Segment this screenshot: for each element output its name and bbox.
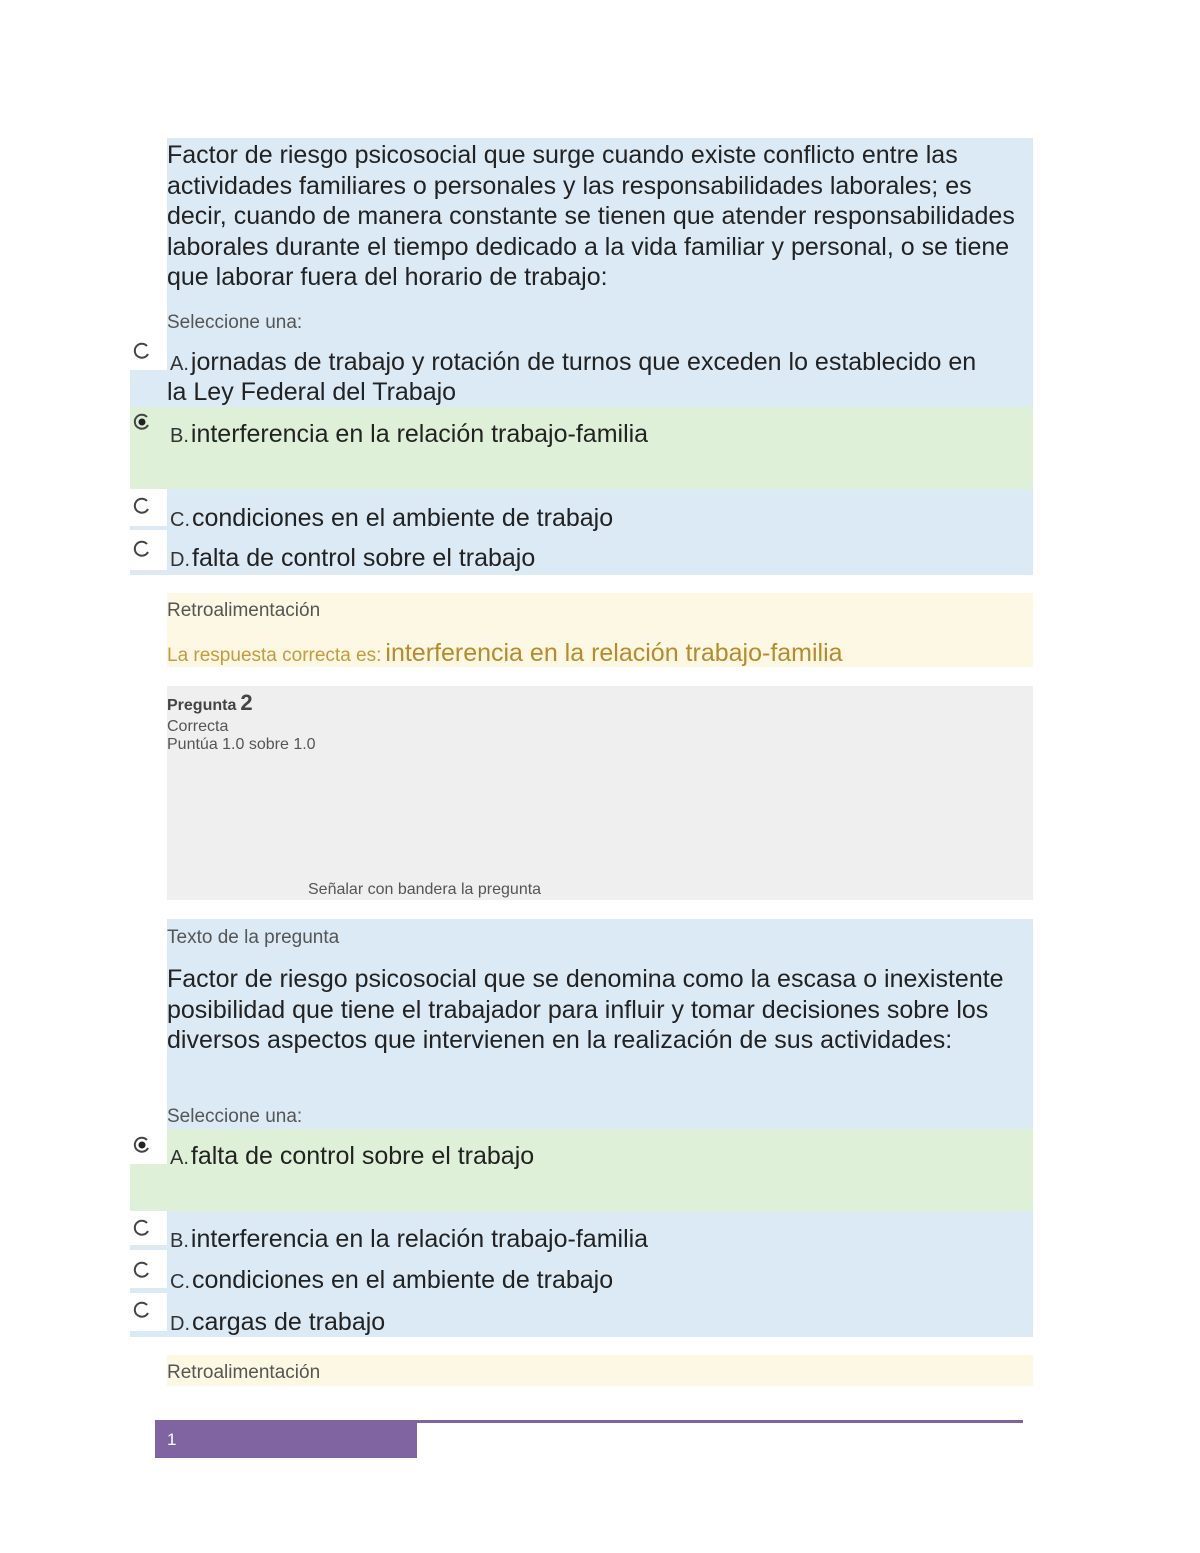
q1-option-a-letter: A. bbox=[170, 353, 189, 375]
q1-option-d-radio[interactable] bbox=[133, 540, 151, 558]
q2-grade: Puntúa 1.0 sobre 1.0 bbox=[167, 736, 316, 753]
q2-option-b[interactable] bbox=[170, 1224, 648, 1256]
q2-option-d-letter: D. bbox=[170, 1313, 190, 1335]
q2-option-b-radio[interactable] bbox=[133, 1219, 151, 1237]
q2-option-b-text: interferencia en la relación trabajo-familia bbox=[190, 1225, 649, 1253]
q2-option-b-letter: B. bbox=[170, 1230, 189, 1252]
q1-correct-answer-prefix: La respuesta correcta es: bbox=[167, 645, 382, 666]
q1-feedback-title: Retroalimentación bbox=[167, 600, 321, 621]
q1-option-a[interactable] bbox=[170, 347, 976, 379]
q2-heading: Texto de la pregunta bbox=[167, 927, 340, 948]
q2-option-a-radio-selected[interactable] bbox=[133, 1136, 151, 1154]
q2-number-value: 2 bbox=[240, 690, 253, 715]
q2-option-c-underline bbox=[130, 1288, 170, 1293]
q1-option-d-letter: D. bbox=[170, 549, 190, 571]
q1-option-a-text: jornadas de trabajo y rotación de turnos que exceden lo establecido en bbox=[190, 348, 977, 376]
q2-option-d-radio[interactable] bbox=[133, 1301, 151, 1319]
question2-text: Factor de riesgo psicosocial que se denomina como la escasa o inexistente posibilidad que tiene el trabajador para influir y tomar decisiones sobre los diversos aspectos que intervienen en la realización de sus actividades: bbox=[167, 965, 1004, 1054]
q1-option-c-radio[interactable] bbox=[133, 497, 151, 515]
question1-prompt: Seleccione una: bbox=[167, 312, 303, 333]
question2-prompt: Seleccione una: bbox=[167, 1106, 303, 1127]
q2-option-a-row-left bbox=[130, 1164, 167, 1211]
q2-option-d-underline bbox=[130, 1331, 170, 1337]
q2-flag-link[interactable]: Señalar con bandera la pregunta bbox=[308, 881, 542, 898]
q2-option-c-text: condiciones en el ambiente de trabajo bbox=[192, 1266, 614, 1294]
q1-option-a-text-cont: la Ley Federal del Trabajo bbox=[167, 378, 457, 406]
q1-option-cd-underline-d bbox=[130, 570, 170, 575]
q2-option-b-underline bbox=[130, 1245, 170, 1250]
q2-option-a[interactable] bbox=[170, 1141, 534, 1173]
q2-option-d[interactable] bbox=[170, 1307, 385, 1339]
q1-option-b[interactable] bbox=[170, 419, 648, 451]
q2-info-block bbox=[167, 686, 1033, 900]
q1-option-d[interactable] bbox=[170, 543, 535, 575]
question1-text: Factor de riesgo psicosocial que surge cuando existe conflicto entre las actividades familiares o personales y las responsabilidades laborales; es decir, cuando de manera constante se tienen que atender responsabilidades laborales durante el tiempo dedicado a la vida familiar y personal, o se tiene que laborar fuera del horario de trabajo: bbox=[167, 141, 1015, 291]
q2-option-d-text: cargas de trabajo bbox=[192, 1308, 386, 1336]
q2-feedback-title: Retroalimentación bbox=[167, 1362, 321, 1383]
q2-option-a-text: falta de control sobre el trabajo bbox=[190, 1142, 535, 1170]
q1-correct-answer bbox=[167, 639, 843, 668]
q2-option-a-letter: A. bbox=[170, 1147, 189, 1169]
q2-option-c-letter: C. bbox=[170, 1271, 190, 1293]
q1-option-c[interactable] bbox=[170, 503, 613, 535]
footer-page-box bbox=[155, 1422, 417, 1458]
q2-state: Correcta bbox=[167, 718, 229, 735]
q2-option-c-radio[interactable] bbox=[133, 1261, 151, 1279]
q1-correct-answer-text: interferencia en la relación trabajo-familia bbox=[385, 639, 843, 667]
q1-option-c-text: condiciones en el ambiente de trabajo bbox=[192, 504, 614, 532]
q2-label: Pregunta bbox=[167, 697, 237, 714]
q1-option-b-radio-selected[interactable] bbox=[133, 413, 151, 431]
q1-option-c-letter: C. bbox=[170, 509, 190, 531]
q1-option-b-letter: B. bbox=[170, 425, 189, 447]
q1-option-d-text: falta de control sobre el trabajo bbox=[192, 544, 536, 572]
q1-option-a-radio[interactable] bbox=[133, 342, 151, 360]
q1-option-b-text: interferencia en la relación trabajo-familia bbox=[190, 420, 649, 448]
q1-option-cd-underline-c bbox=[130, 526, 170, 530]
q2-option-c[interactable] bbox=[170, 1265, 613, 1297]
q2-number bbox=[167, 690, 253, 716]
footer-page-number: 1 bbox=[167, 1430, 177, 1449]
